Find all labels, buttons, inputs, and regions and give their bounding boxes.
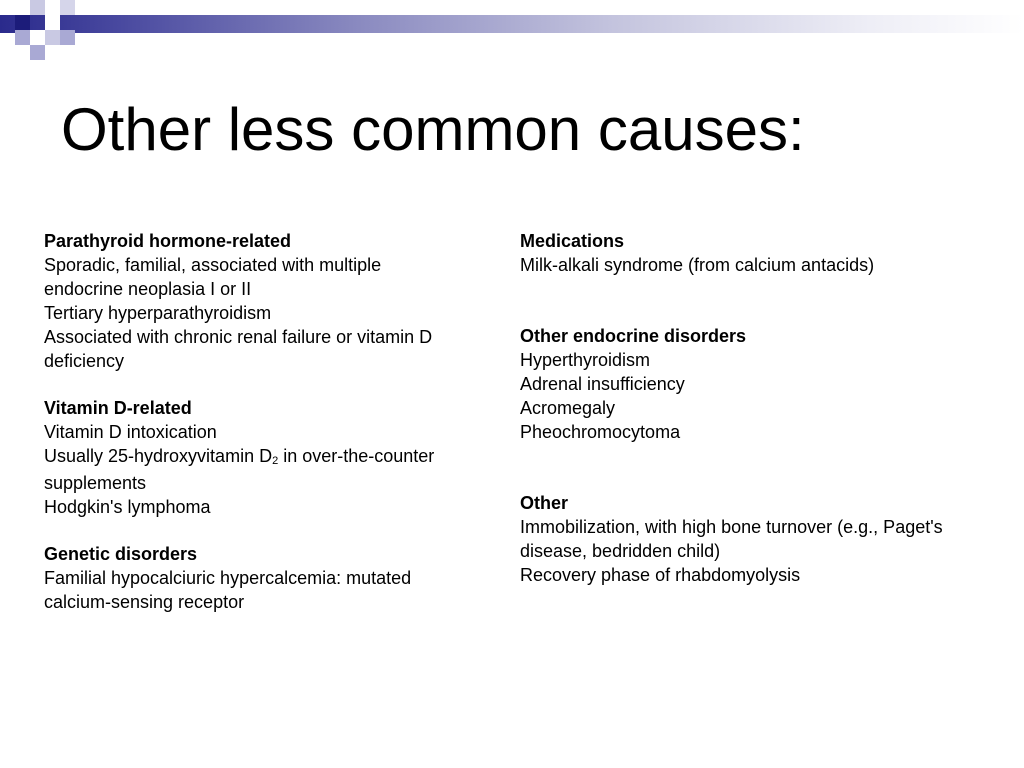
text-line: Hodgkin's lymphoma [44, 497, 211, 517]
text-line: Vitamin D intoxication [44, 422, 217, 442]
header-gradient-bar [0, 15, 1024, 33]
right-column [520, 229, 1015, 587]
text-line: Sporadic, familial, associated with multiple [44, 255, 382, 275]
text-segment: Usually 25-hydroxyvitamin D [44, 446, 273, 466]
spacer [44, 519, 504, 542]
text-line: endocrine neoplasia I or II [44, 279, 252, 299]
text-line: deficiency [44, 351, 125, 371]
decorative-square [45, 30, 60, 45]
text-line: Familial hypocalciuric hypercalcemia: mutated [44, 568, 412, 588]
text-line: Immobilization, with high bone turnover (e.g., Paget's [520, 517, 943, 537]
section-other [520, 491, 1015, 587]
section-heading: Genetic disorders [44, 544, 198, 564]
slide-title: Other less common causes: [61, 96, 805, 163]
decorative-square [15, 15, 30, 30]
decorative-square [45, 15, 60, 30]
section-heading: Medications [520, 231, 625, 251]
section-heading: Parathyroid hormone-related [44, 231, 292, 251]
decorative-square [15, 30, 30, 45]
text-line: Associated with chronic renal failure or vitamin D [44, 327, 433, 347]
decorative-square [0, 0, 15, 15]
text-line: Pheochromocytoma [520, 422, 681, 442]
text-line: Tertiary hyperparathyroidism [44, 303, 272, 323]
text-line: calcium-sensing receptor [44, 592, 245, 612]
left-column [44, 229, 504, 614]
decorative-square [30, 0, 45, 15]
text-line: Recovery phase of rhabdomyolysis [520, 565, 801, 585]
decorative-square [30, 30, 45, 45]
decorative-square [30, 45, 45, 60]
section-parathyroid [44, 229, 504, 373]
text-line: disease, bedridden child) [520, 541, 721, 561]
subscript: 2 [272, 455, 279, 467]
section-vitamin-d [44, 396, 504, 519]
text-line: Hyperthyroidism [520, 350, 651, 370]
text-line: supplements [44, 473, 147, 493]
section-genetic [44, 542, 504, 614]
section-endocrine [520, 324, 1015, 444]
section-heading: Other endocrine disorders [520, 326, 747, 346]
section-heading: Vitamin D-related [44, 398, 192, 418]
text-line: Milk-alkali syndrome (from calcium antacids) [520, 255, 875, 275]
section-heading: Other [520, 493, 569, 513]
spacer [44, 373, 504, 396]
text-line: Acromegaly [520, 398, 616, 418]
decorative-square [60, 30, 75, 45]
spacer [520, 277, 1015, 324]
text-line [44, 444, 504, 471]
section-medications [520, 229, 1015, 277]
text-line: Adrenal insufficiency [520, 374, 685, 394]
spacer [520, 444, 1015, 491]
decorative-square [60, 0, 75, 15]
text-segment: in over-the-counter [278, 446, 435, 466]
